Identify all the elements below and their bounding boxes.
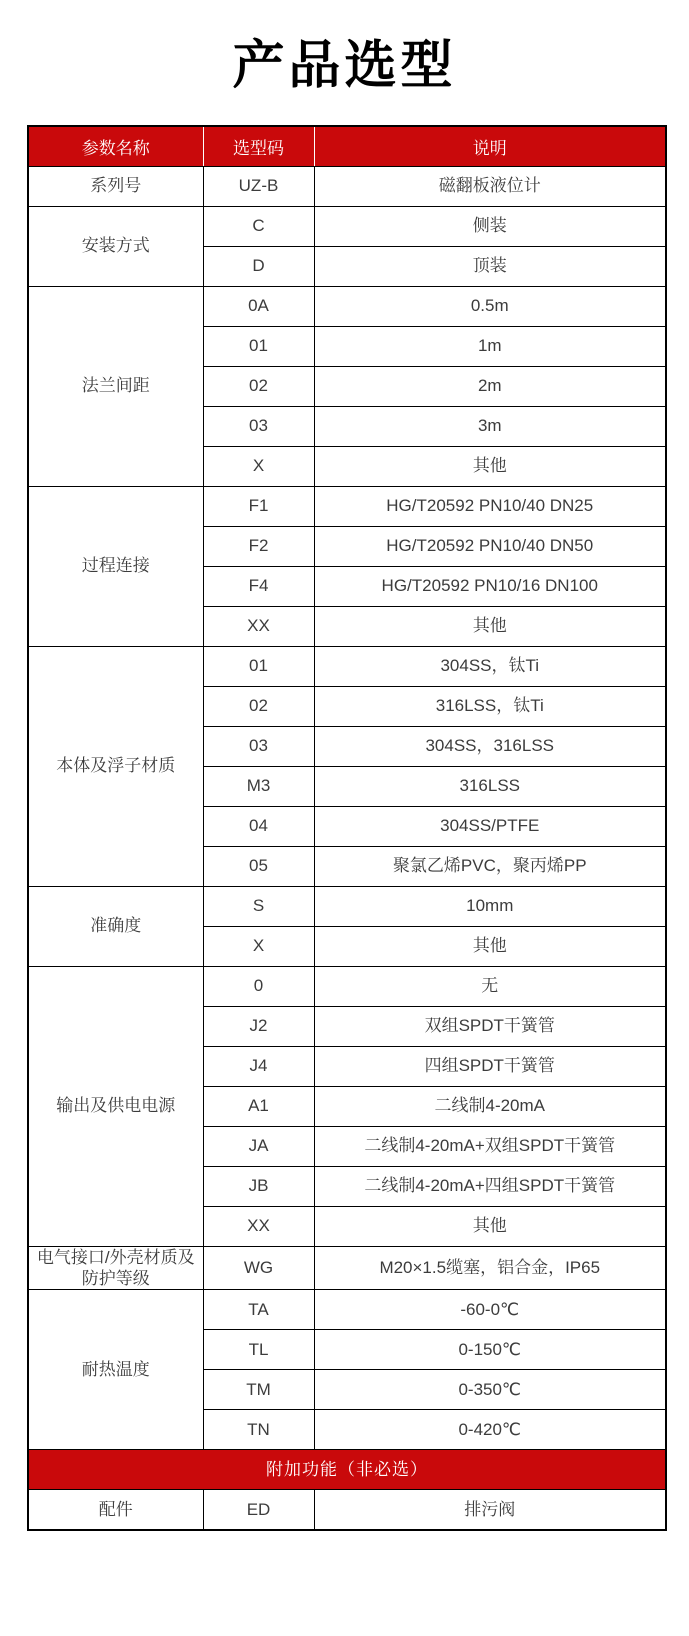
code-cell: X: [203, 926, 314, 966]
code-cell: ED: [203, 1490, 314, 1530]
product-selection-table: [27, 125, 667, 1531]
desc-cell: HG/T20592 PN10/40 DN50: [314, 526, 666, 566]
code-cell: JA: [203, 1126, 314, 1166]
code-cell: TM: [203, 1370, 314, 1410]
table-row: [28, 486, 666, 526]
code-cell: 05: [203, 846, 314, 886]
desc-cell: 其他: [314, 926, 666, 966]
code-cell: 03: [203, 726, 314, 766]
addon-banner-row: [28, 1450, 666, 1490]
desc-cell: 2m: [314, 366, 666, 406]
desc-cell: 磁翻板液位计: [314, 166, 666, 206]
code-cell: JB: [203, 1166, 314, 1206]
table-row: [28, 1490, 666, 1530]
desc-cell: 顶装: [314, 246, 666, 286]
addon-banner-cell: 附加功能（非必选）: [28, 1450, 666, 1490]
column-header: 说明: [314, 126, 666, 166]
param-name-cell: 过程连接: [28, 486, 203, 646]
code-cell: XX: [203, 1206, 314, 1246]
code-cell: 0: [203, 966, 314, 1006]
desc-cell: 四组SPDT干簧管: [314, 1046, 666, 1086]
desc-cell: 0-420℃: [314, 1410, 666, 1450]
desc-cell: 聚氯乙烯PVC，聚丙烯PP: [314, 846, 666, 886]
table-header-row: [28, 126, 666, 166]
desc-cell: 3m: [314, 406, 666, 446]
desc-cell: 双组SPDT干簧管: [314, 1006, 666, 1046]
code-cell: J2: [203, 1006, 314, 1046]
desc-cell: -60-0℃: [314, 1290, 666, 1330]
desc-cell: 0-350℃: [314, 1370, 666, 1410]
table-row: [28, 1246, 666, 1290]
table-row: [28, 1290, 666, 1330]
param-name-cell: 安装方式: [28, 206, 203, 286]
code-cell: X: [203, 446, 314, 486]
code-cell: 01: [203, 646, 314, 686]
desc-cell: 其他: [314, 606, 666, 646]
param-name-cell: 系列号: [28, 166, 203, 206]
param-name-cell: 本体及浮子材质: [28, 646, 203, 886]
column-header: 选型码: [203, 126, 314, 166]
param-name-cell: 准确度: [28, 886, 203, 966]
page-title: 产品选型: [232, 37, 457, 95]
code-cell: D: [203, 246, 314, 286]
param-name-cell: 电气接口/外壳材质及防护等级: [28, 1246, 203, 1290]
code-cell: TL: [203, 1330, 314, 1370]
desc-cell: 二线制4-20mA+双组SPDT干簧管: [314, 1126, 666, 1166]
code-cell: F1: [203, 486, 314, 526]
desc-cell: 排污阀: [314, 1490, 666, 1530]
table-row: [28, 966, 666, 1006]
param-name-cell: 配件: [28, 1490, 203, 1530]
desc-cell: 其他: [314, 1206, 666, 1246]
table-row: [28, 886, 666, 926]
desc-cell: 304SS，316LSS: [314, 726, 666, 766]
desc-cell: 304SS，钛Ti: [314, 646, 666, 686]
code-cell: C: [203, 206, 314, 246]
code-cell: F2: [203, 526, 314, 566]
column-header: 参数名称: [28, 126, 203, 166]
code-cell: A1: [203, 1086, 314, 1126]
code-cell: M3: [203, 766, 314, 806]
desc-cell: 无: [314, 966, 666, 1006]
code-cell: J4: [203, 1046, 314, 1086]
code-cell: 02: [203, 366, 314, 406]
table-row: [28, 166, 666, 206]
param-name-cell: 耐热温度: [28, 1290, 203, 1450]
desc-cell: 侧装: [314, 206, 666, 246]
table-row: [28, 206, 666, 246]
code-cell: TA: [203, 1290, 314, 1330]
code-cell: 0A: [203, 286, 314, 326]
code-cell: XX: [203, 606, 314, 646]
code-cell: F4: [203, 566, 314, 606]
desc-cell: 二线制4-20mA: [314, 1086, 666, 1126]
code-cell: 04: [203, 806, 314, 846]
desc-cell: 10mm: [314, 886, 666, 926]
desc-cell: HG/T20592 PN10/40 DN25: [314, 486, 666, 526]
code-cell: TN: [203, 1410, 314, 1450]
desc-cell: HG/T20592 PN10/16 DN100: [314, 566, 666, 606]
code-cell: WG: [203, 1246, 314, 1290]
param-name-cell: 法兰间距: [28, 286, 203, 486]
desc-cell: 0.5m: [314, 286, 666, 326]
table-row: [28, 286, 666, 326]
desc-cell: 1m: [314, 326, 666, 366]
desc-cell: 二线制4-20mA+四组SPDT干簧管: [314, 1166, 666, 1206]
table-body: [28, 166, 666, 1530]
desc-cell: 0-150℃: [314, 1330, 666, 1370]
desc-cell: 316LSS，钛Ti: [314, 686, 666, 726]
code-cell: 01: [203, 326, 314, 366]
desc-cell: M20×1.5缆塞，铝合金，IP65: [314, 1246, 666, 1290]
code-cell: 02: [203, 686, 314, 726]
code-cell: UZ-B: [203, 166, 314, 206]
code-cell: S: [203, 886, 314, 926]
desc-cell: 316LSS: [314, 766, 666, 806]
desc-cell: 304SS/PTFE: [314, 806, 666, 846]
table-row: [28, 646, 666, 686]
desc-cell: 其他: [314, 446, 666, 486]
code-cell: 03: [203, 406, 314, 446]
param-name-cell: 输出及供电电源: [28, 966, 203, 1246]
